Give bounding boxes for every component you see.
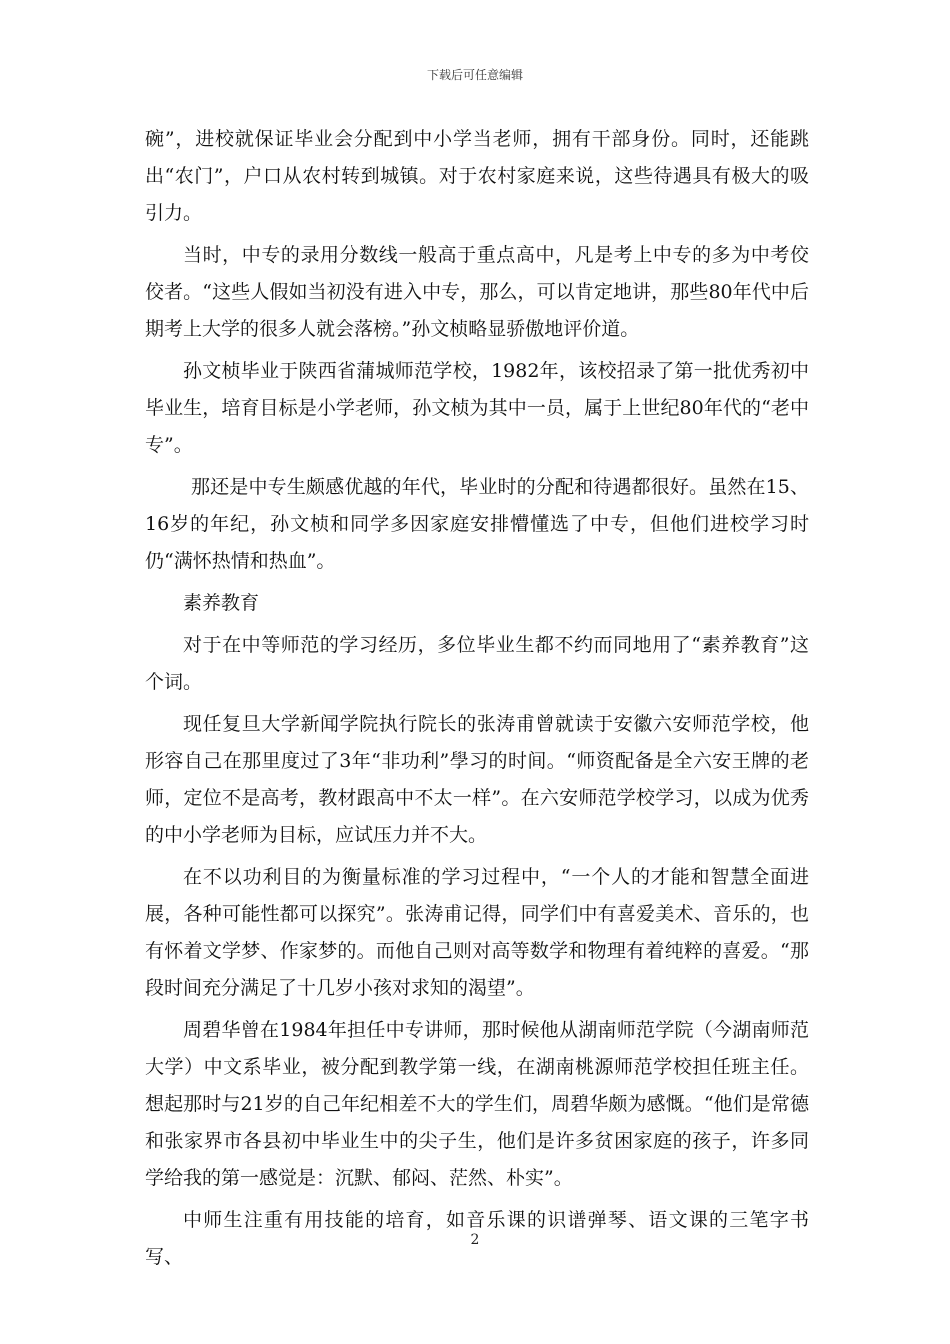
document-body xyxy=(145,121,809,1281)
page-header-note: 下载后可任意编辑 xyxy=(426,68,523,82)
paragraph: 在不以功利目的为衡量标准的学习过程中，“一个人的才能和智慧全面进展，各种可能性都可以探究”。张涛甫记得，同学们中有喜爱美术、音乐的，也有怀着文学梦、作家梦的。而他自己则对高等数学和物理有着纯粹的喜爱。“那段时间充分满足了十几岁小孩对求知的渴望”。 xyxy=(145,866,809,999)
page-number: 2 xyxy=(470,1232,480,1248)
paragraph: 对于在中等师范的学习经历，多位毕业生都不约而同地用了“素养教育”这个词。 xyxy=(145,634,809,693)
paragraph: 孙文桢毕业于陕西省蒲城师范学校，1982年，该校招录了第一批优秀初中毕业生，培育目标是小学老师，孙文桢为其中一员，属于上世纪80年代的“老中专”。 xyxy=(145,360,809,456)
paragraph-continued: 碗”，进校就保证毕业会分配到中小学当老师，拥有干部身份。同时，还能跳出“农门”，户口从农村转到城镇。对于农村家庭来说，这些待遇具有极大的吸引力。 xyxy=(145,128,809,224)
paragraph: 周碧华曾在1984年担任中专讲师，那时候他从湖南师范学院（今湖南师范大学）中文系毕业，被分配到教学第一线，在湖南桃源师范学校担任班主任。想起那时与21岁的自己年纪相差不大的学生们，周碧华颇为感慨。“他们是常德和张家界市各县初中毕业生中的尖子生，他们是许多贫困家庭的孩子，许多同学给我的第一感觉是：沉默、郁闷、茫然、朴实”。 xyxy=(145,1019,809,1189)
paragraph: 那还是中专生颇感优越的年代，毕业时的分配和待遇都很好。虽然在15、16岁的年纪，孙文桢和同学多因家庭安排懵懂选了中专，但他们进校学习时仍“满怀热情和热血”。 xyxy=(145,476,809,572)
paragraph: 当时，中专的录用分数线一般高于重点高中，凡是考上中专的多为中考佼佼者。“这些人假如当初没有进入中专，那么，可以肯定地讲，那些80年代中后期考上大学的很多人就会落榜。”孙文桢略显骄傲地评价道。 xyxy=(145,244,809,340)
paragraph: 中师生注重有用技能的培育，如音乐课的识谱弹琴、语文课的三笔字书写、 xyxy=(145,1209,809,1268)
paragraph: 现任复旦大学新闻学院执行院长的张涛甫曾就读于安徽六安师范学校，他形容自己在那里度过了3年“非功利”學习的时间。“师资配备是全六安王牌的老师，定位不是高考，教材跟高中不太一样”。在六安师范学校学习，以成为优秀的中小学老师为目标，应试压力并不大。 xyxy=(145,713,809,846)
section-heading: 素养教育 xyxy=(183,592,260,614)
